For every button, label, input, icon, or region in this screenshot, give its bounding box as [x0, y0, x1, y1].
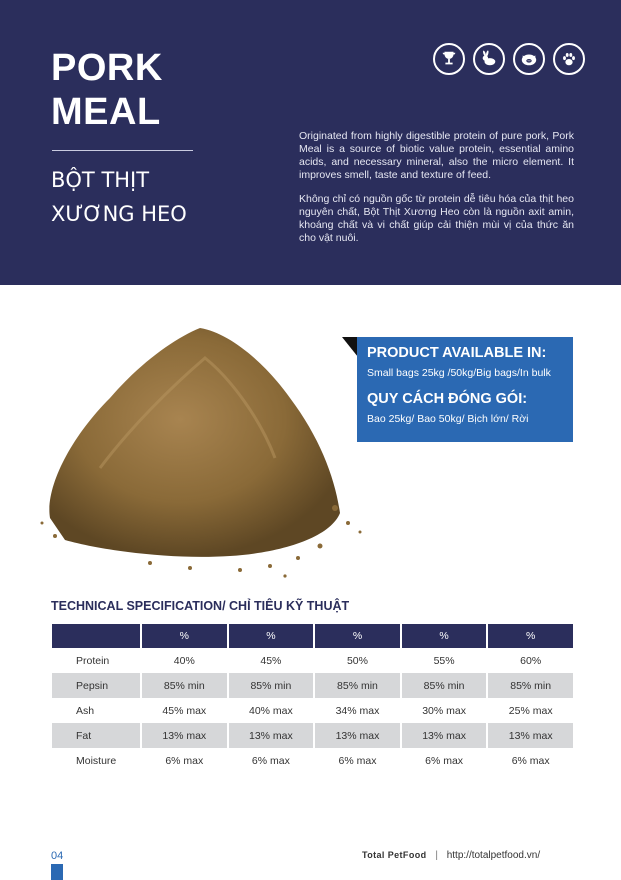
table-cell: 6% max [486, 748, 573, 773]
table-cell: 40% [140, 648, 227, 673]
table-cell: 40% max [227, 698, 314, 723]
title-vi-line1: BỘT THỊT [51, 168, 150, 192]
title-en-line1: PORK [51, 47, 163, 89]
table-cell: 55% [400, 648, 487, 673]
table-cell: 13% max [140, 723, 227, 748]
table-row [52, 698, 573, 723]
description-en: Originated from highly digestible protein of pure pork, Pork Meal is a source of biotic value protein, essential amino acids, and necessary mineral, also the micro element. It improves smell, taste and texture of feed. [299, 130, 574, 181]
table-cell: 30% max [400, 698, 487, 723]
table-cell: 13% max [400, 723, 487, 748]
table-cell: 34% max [313, 698, 400, 723]
brand-logo-text: Total PetFood [362, 850, 427, 860]
table-cell: 85% min [227, 673, 314, 698]
table-cell: 6% max [313, 748, 400, 773]
table-row [52, 723, 573, 748]
availability-heading-vi: QUY CÁCH ĐÓNG GÓI: [367, 391, 528, 407]
footer-separator: | [435, 850, 438, 861]
availability-heading-en: PRODUCT AVAILABLE IN: [367, 345, 547, 361]
availability-text-vi: Bao 25kg/ Bao 50kg/ Bịch lớn/ Rời [367, 413, 529, 425]
table-cell: 85% min [486, 673, 573, 698]
spec-header-cell: % [400, 624, 487, 648]
product-title-en [51, 46, 251, 134]
animal-icons [433, 43, 585, 75]
table-cell: 85% min [313, 673, 400, 698]
spec-header-cell: % [140, 624, 227, 648]
availability-tab-corner [342, 337, 358, 357]
table-cell: 6% max [400, 748, 487, 773]
footer [362, 850, 540, 861]
availability-text-en: Small bags 25kg /50kg/Big bags/In bulk [367, 367, 551, 379]
rabbit-icon [473, 43, 505, 75]
table-cell: 13% max [486, 723, 573, 748]
row-label: Moisture [76, 754, 117, 767]
table-row [52, 673, 573, 698]
table-cell: 6% max [227, 748, 314, 773]
title-divider [52, 150, 193, 151]
table-cell: 85% min [140, 673, 227, 698]
spec-header-cell [52, 624, 140, 648]
table-cell: 60% [486, 648, 573, 673]
table-cell: 6% max [140, 748, 227, 773]
pork-meal-image [30, 318, 370, 583]
table-row [52, 748, 573, 773]
product-description [299, 130, 574, 256]
table-cell: 13% max [227, 723, 314, 748]
table-cell: 50% [313, 648, 400, 673]
row-label: Protein [76, 654, 110, 667]
table-cell: 45% [227, 648, 314, 673]
row-label: Pepsin [52, 673, 140, 698]
page-number: 04 [51, 850, 64, 862]
description-vi: Không chỉ có nguồn gốc từ protein dễ tiêu hóa của thịt heo nguyên chất, Bột Thịt Xương Heo còn là nguồn axit amin, khoáng chất và vi chất giúp cải thiện mùi vị của thức ăn cho vật nuôi. [299, 193, 574, 244]
header-banner [0, 0, 621, 285]
table-cell: 45% max [140, 698, 227, 723]
title-en-line2: MEAL [51, 91, 161, 133]
paw-icon [553, 43, 585, 75]
spec-header-cell: % [313, 624, 400, 648]
pig-icon [513, 43, 545, 75]
spec-title: TECHNICAL SPECIFICATION/ CHỈ TIÊU KỸ THUẬT [51, 599, 350, 613]
row-label: Ash [76, 704, 95, 717]
table-cell: 13% max [313, 723, 400, 748]
product-title-vi [51, 163, 271, 231]
trophy-icon [433, 43, 465, 75]
spec-header-cell: % [486, 624, 573, 648]
website-link[interactable]: http://totalpetfood.vn/ [446, 850, 541, 861]
spec-header-cell: % [227, 624, 314, 648]
spec-header-row [52, 624, 573, 648]
table-cell: 85% min [400, 673, 487, 698]
table-cell: 25% max [486, 698, 573, 723]
table-row [52, 648, 573, 673]
row-label: Fat [52, 723, 140, 748]
page-marker-bar [51, 864, 63, 880]
title-vi-line2: XƯƠNG HEO [51, 202, 187, 226]
spec-table [52, 624, 573, 773]
availability-box [357, 337, 573, 442]
